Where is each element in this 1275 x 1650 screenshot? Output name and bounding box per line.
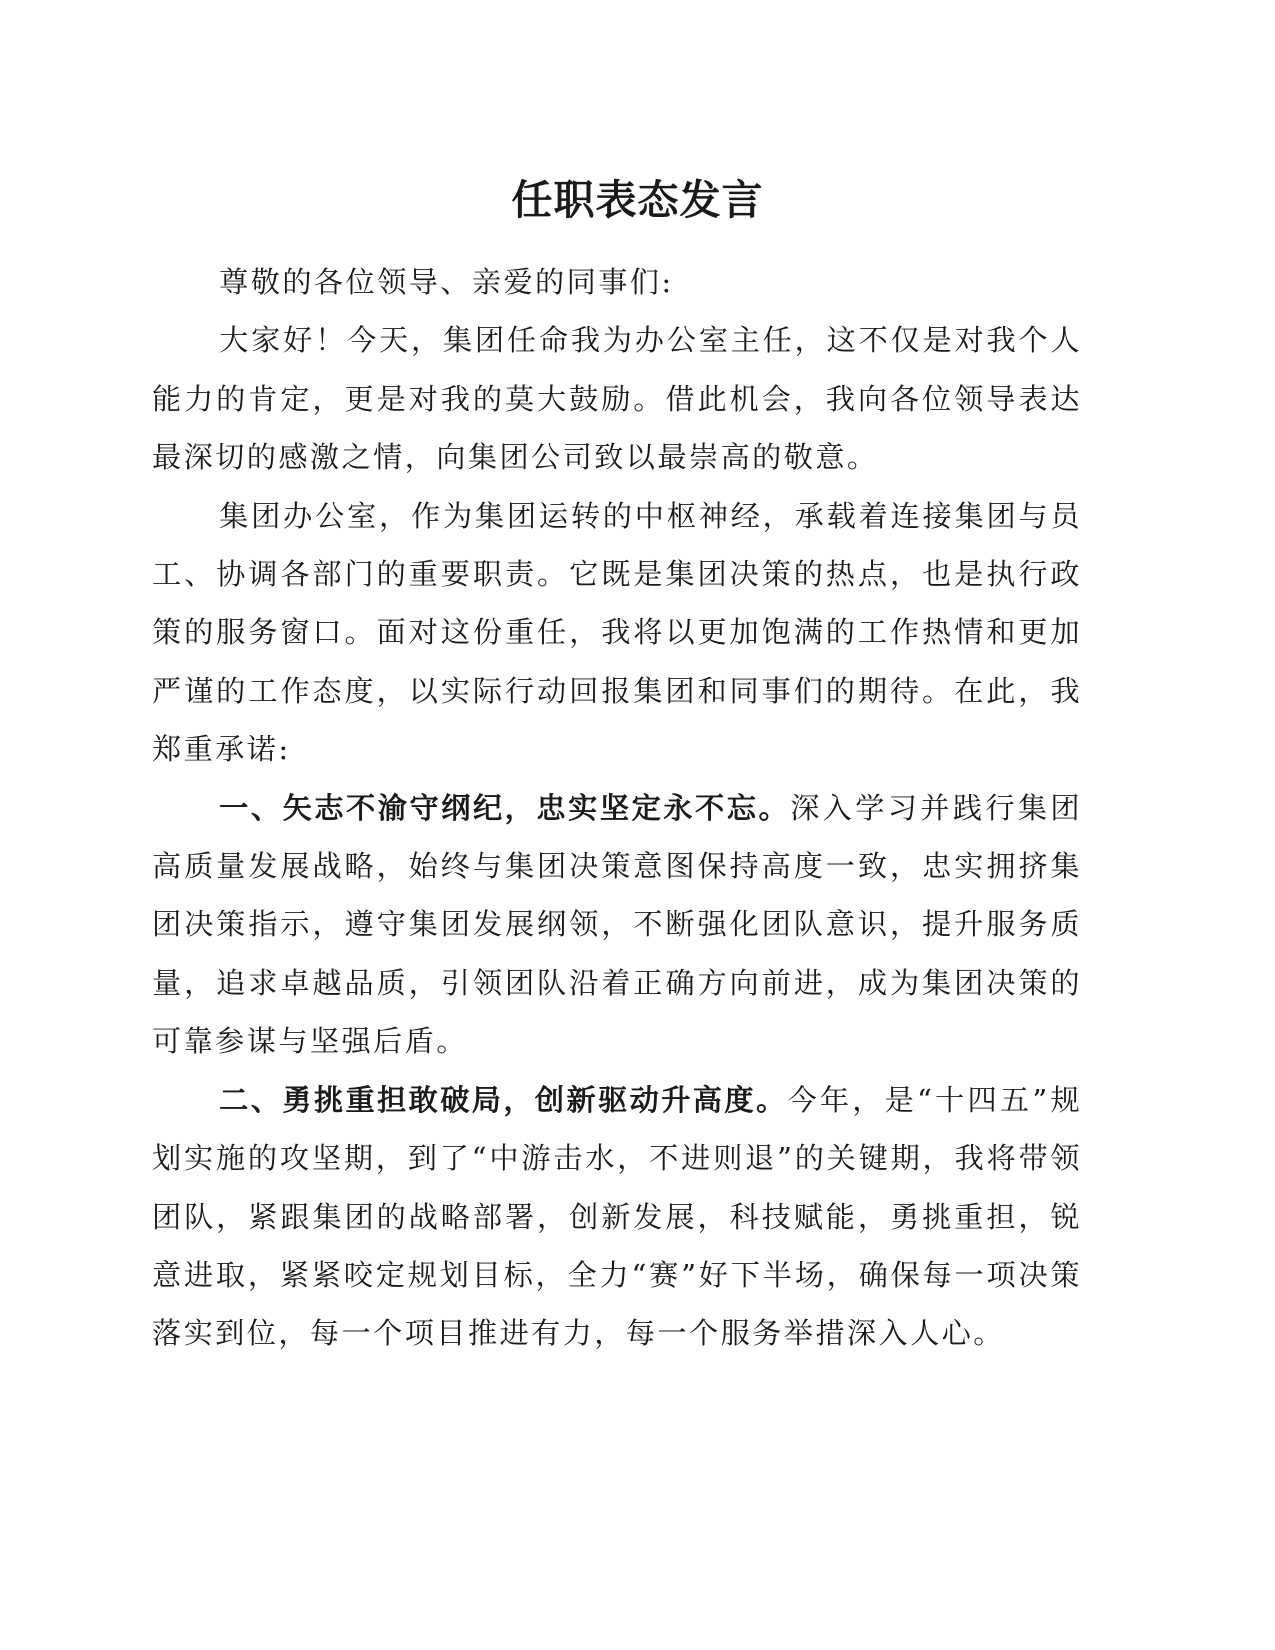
paragraph-greeting [152,311,1082,486]
paragraph-text: 深入学习并践行集团高质量发展战略，始终与集团决策意图保持高度一致，忠实拥挤集团决策指示，遵守集团发展纲领，不断强化团队意识，提升服务质量，追求卓越品质，引领团队沿着正确方向前进，成为集团决策的可靠参谋与坚强后盾。 [152,790,1082,1059]
paragraph-text: 集团办公室，作为集团运转的中枢神经，承载着连接集团与员工、协调各部门的重要职责。它既是集团决策的热点，也是执行政策的服务窗口。面对这份重任，我将以更加饱满的工作热情和更加严谨的工作态度，以实际行动回报集团和同事们的期待。在此，我郑重承诺: [152,498,1082,767]
paragraph-commitment-1 [152,779,1082,1071]
salutation: 尊敬的各位领导、亲爱的同事们: [219,265,674,299]
document-body [152,253,1082,1363]
commitment-heading: 二、勇挑重担敢破局，创新驱动升高度。 [219,1082,788,1117]
document-title: 任职表态发言 [511,176,764,224]
paragraph-office-role [152,487,1082,779]
paragraph-text: 大家好！今天，集团任命我为办公室主任，这不仅是对我个人能力的肯定，更是对我的莫大鼓励。借此机会，我向各位领导表达最深切的感激之情，向集团公司致以最崇高的敬意。 [152,323,1082,475]
commitment-heading: 一、矢志不渝守纲纪，忠实坚定永不忘。 [219,790,791,825]
paragraph-text: 今年，是“十四五”规划实施的攻坚期，到了“中游击水，不进则退”的关键期，我将带领团队，紧跟集团的战略部署，创新发展，科技赋能，勇挑重担，锐意进取，紧紧咬定规划目标，全力“赛”好下半场，确保每一项决策落实到位，每一个项目推进有力，每一个服务举措深入人心。 [152,1082,1082,1351]
paragraph-commitment-2 [152,1071,1082,1363]
